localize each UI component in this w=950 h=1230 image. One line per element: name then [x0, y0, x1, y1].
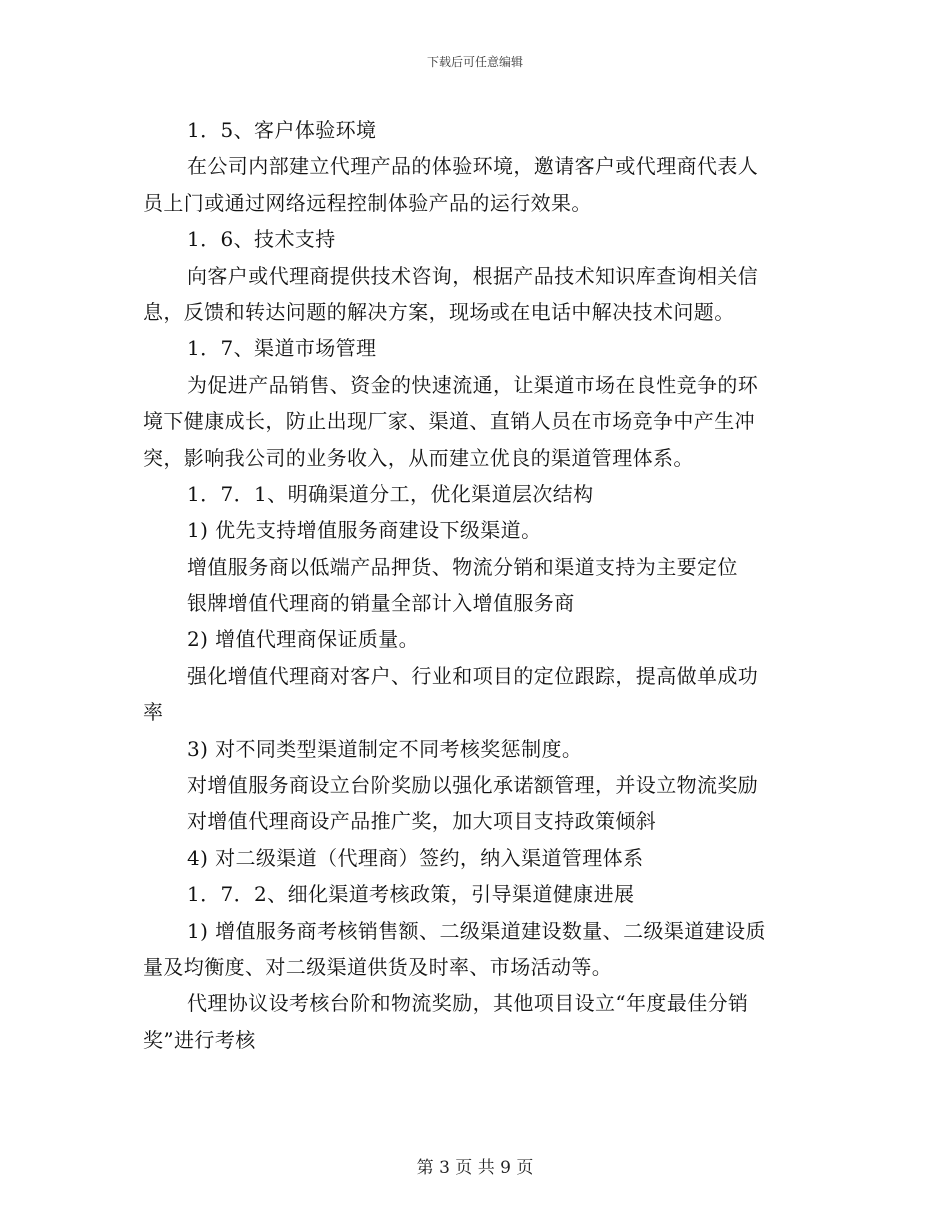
page-number: 第 3 页 共 9 页 — [416, 1158, 534, 1178]
text-line: 在公司内部建立代理产品的体验环境，邀请客户或代理商代表人 — [187, 154, 759, 179]
text-line: 代理协议设考核台阶和物流奖励，其他项目设立“年度最佳分销 — [187, 991, 749, 1016]
text-line: 2) 增值代理商保证质量。 — [187, 627, 420, 652]
text-line: 1．7、渠道市场管理 — [187, 336, 377, 361]
text-line: 突，影响我公司的业务收入，从而建立优良的渠道管理体系。 — [143, 445, 694, 470]
text-line: 1) 增值服务商考核销售额、二级渠道建设数量、二级渠道建设质 — [187, 918, 766, 943]
text-line: 奖”进行考核 — [143, 1027, 256, 1052]
text-line: 强化增值代理商对客户、行业和项目的定位跟踪，提高做单成功 — [187, 663, 759, 688]
text-line: 1) 优先支持增值服务商建设下级渠道。 — [187, 518, 542, 543]
text-line: 向客户或代理商提供技术咨询，根据产品技术知识库查询相关信 — [187, 263, 759, 288]
text-line: 银牌增值代理商的销量全部计入增值服务商 — [187, 591, 575, 616]
text-line: 1．7．1、明确渠道分工，优化渠道层次结构 — [187, 481, 594, 506]
text-line: 为促进产品销售、资金的快速流通，让渠道市场在良性竞争的环 — [187, 372, 759, 397]
text-line: 息，反馈和转达问题的解决方案，现场或在电话中解决技术问题。 — [143, 299, 735, 324]
text-line: 境下健康成长，防止出现厂家、渠道、直销人员在市场竞争中产生冲 — [143, 409, 755, 434]
text-line: 3) 对不同类型渠道制定不同考核奖惩制度。 — [187, 736, 583, 761]
page-header: 下载后可任意编辑 — [426, 55, 523, 69]
document-body — [143, 112, 807, 1058]
text-line: 对增值代理商设产品推广奖，加大项目支持政策倾斜 — [187, 809, 657, 834]
text-line: 1．5、客户体验环境 — [187, 118, 377, 142]
text-line: 1．6、技术支持 — [187, 227, 336, 252]
text-line: 量及均衡度、对二级渠道供货及时率、市场活动等。 — [143, 954, 613, 979]
text-line: 4) 对二级渠道（代理商）签约，纳入渠道管理体系 — [187, 845, 644, 870]
text-line: 1．7．2、细化渠道考核政策，引导渠道健康进展 — [187, 882, 635, 907]
text-line: 率 — [143, 700, 164, 725]
text-line: 员上门或通过网络远程控制体验产品的运行效果。 — [143, 190, 592, 215]
text-line: 对增值服务商设立台阶奖励以强化承诺额管理，并设立物流奖励 — [187, 773, 759, 798]
text-line: 增值服务商以低端产品押货、物流分销和渠道支持为主要定位 — [187, 554, 738, 579]
